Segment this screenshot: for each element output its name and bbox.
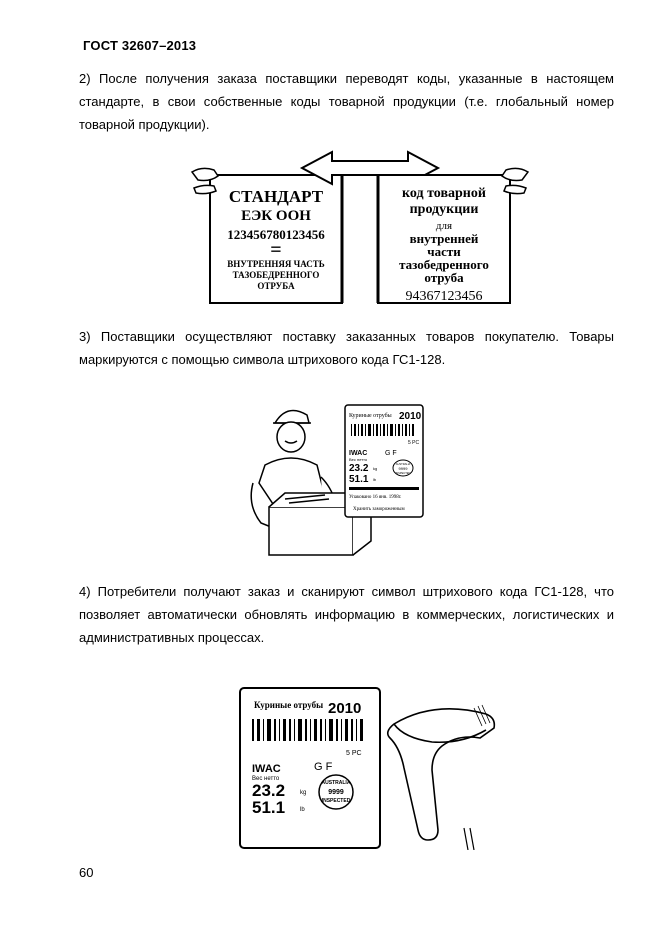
label-pc-large: 5 PC	[346, 750, 362, 757]
label-pc: 5 PC	[408, 440, 420, 446]
label-gf-large: G F	[314, 761, 333, 773]
right-board-line4: внутренней	[409, 231, 479, 246]
label-lb-large: 51.1	[252, 798, 286, 817]
left-board-sub3: ОТРУБА	[257, 281, 295, 291]
label-kg: 23.2	[349, 463, 369, 474]
figure-code-translation	[190, 150, 530, 310]
label-lb-unit: lb	[373, 477, 377, 482]
paragraph-step-4: 4) Потребители получают заказ и сканируют символ штрихового кода ГС1-128, что позволяет автоматически обновлять информацию в коммерческих, логистических и административных процессах.	[79, 584, 614, 645]
paragraph-step-2: 2) После получения заказа поставщики переводят коды, указанные в настоящем стандарте, в свои собственные коды товарной продукции (т.е. глобальный номер товарной продукции).	[79, 71, 614, 132]
left-board-sub2: ТАЗОБЕДРЕННОГО	[232, 270, 320, 280]
label-lb: 51.1	[349, 474, 369, 485]
label-year: 2010	[399, 411, 422, 422]
label-kg-large: 23.2	[252, 781, 286, 800]
left-board-sub1: ВНУТРЕННЯЯ ЧАСТЬ	[227, 259, 325, 269]
left-board-equals: =	[270, 239, 282, 261]
label-net: Вес нетто	[349, 457, 368, 462]
page-number: 60	[79, 865, 94, 880]
label-title: Куриные отрубы	[349, 413, 392, 419]
seal-mid-large: 9999	[328, 789, 344, 796]
label-net-large: Вес нетто	[252, 776, 280, 782]
left-board-code: 123456780123456	[227, 227, 325, 242]
right-board-line6: тазобедренного	[399, 257, 489, 272]
left-board-line1: СТАНДАРТ	[228, 187, 324, 206]
right-board-line2: продукции	[409, 202, 479, 217]
seal-mid: 9999	[398, 466, 408, 471]
label-year-large: 2010	[328, 700, 362, 717]
right-board-line3: для	[435, 220, 453, 232]
seal-top-large: AUSTRALIA	[321, 780, 351, 786]
label-title-large: Куриные отрубы	[254, 700, 324, 710]
label-packed: Упаковано 16 янв. 1998г.	[349, 495, 402, 500]
right-board-line5: части	[427, 244, 461, 259]
left-board-line2: ЕЭК ООН	[241, 208, 311, 224]
label-gf: G F	[385, 450, 397, 457]
barcode-scanner-icon	[388, 705, 495, 850]
label-kg-unit-large: kg	[300, 790, 307, 796]
figure-label-scanning	[238, 686, 500, 850]
seal-bottom-large: INSPECTED	[321, 798, 351, 804]
label-kg-unit: kg	[373, 466, 378, 471]
right-board-line1: код товарной	[402, 186, 486, 201]
label-brand: IWAC	[349, 450, 368, 457]
right-board-line7: отруба	[424, 270, 464, 285]
shipping-label	[345, 405, 423, 517]
label-lb-unit-large: lb	[300, 807, 305, 813]
right-board-code: 94367123456	[405, 289, 483, 304]
seal-top: AUSTRALIA	[395, 463, 411, 466]
figure-worker-labeling	[245, 395, 425, 580]
paragraph-step-3: 3) Поставщики осуществляют поставку заказанных товаров покупателю. Товары маркируются с помощью символа штрихового кода ГС1-128.	[79, 329, 614, 367]
label-storage: Хранить замороженным	[353, 507, 405, 512]
seal-bottom: INSPECTED	[395, 472, 411, 475]
document-header: ГОСТ 32607–2013	[83, 38, 197, 53]
label-brand-large: IWAC	[252, 763, 281, 775]
product-label	[240, 688, 380, 848]
